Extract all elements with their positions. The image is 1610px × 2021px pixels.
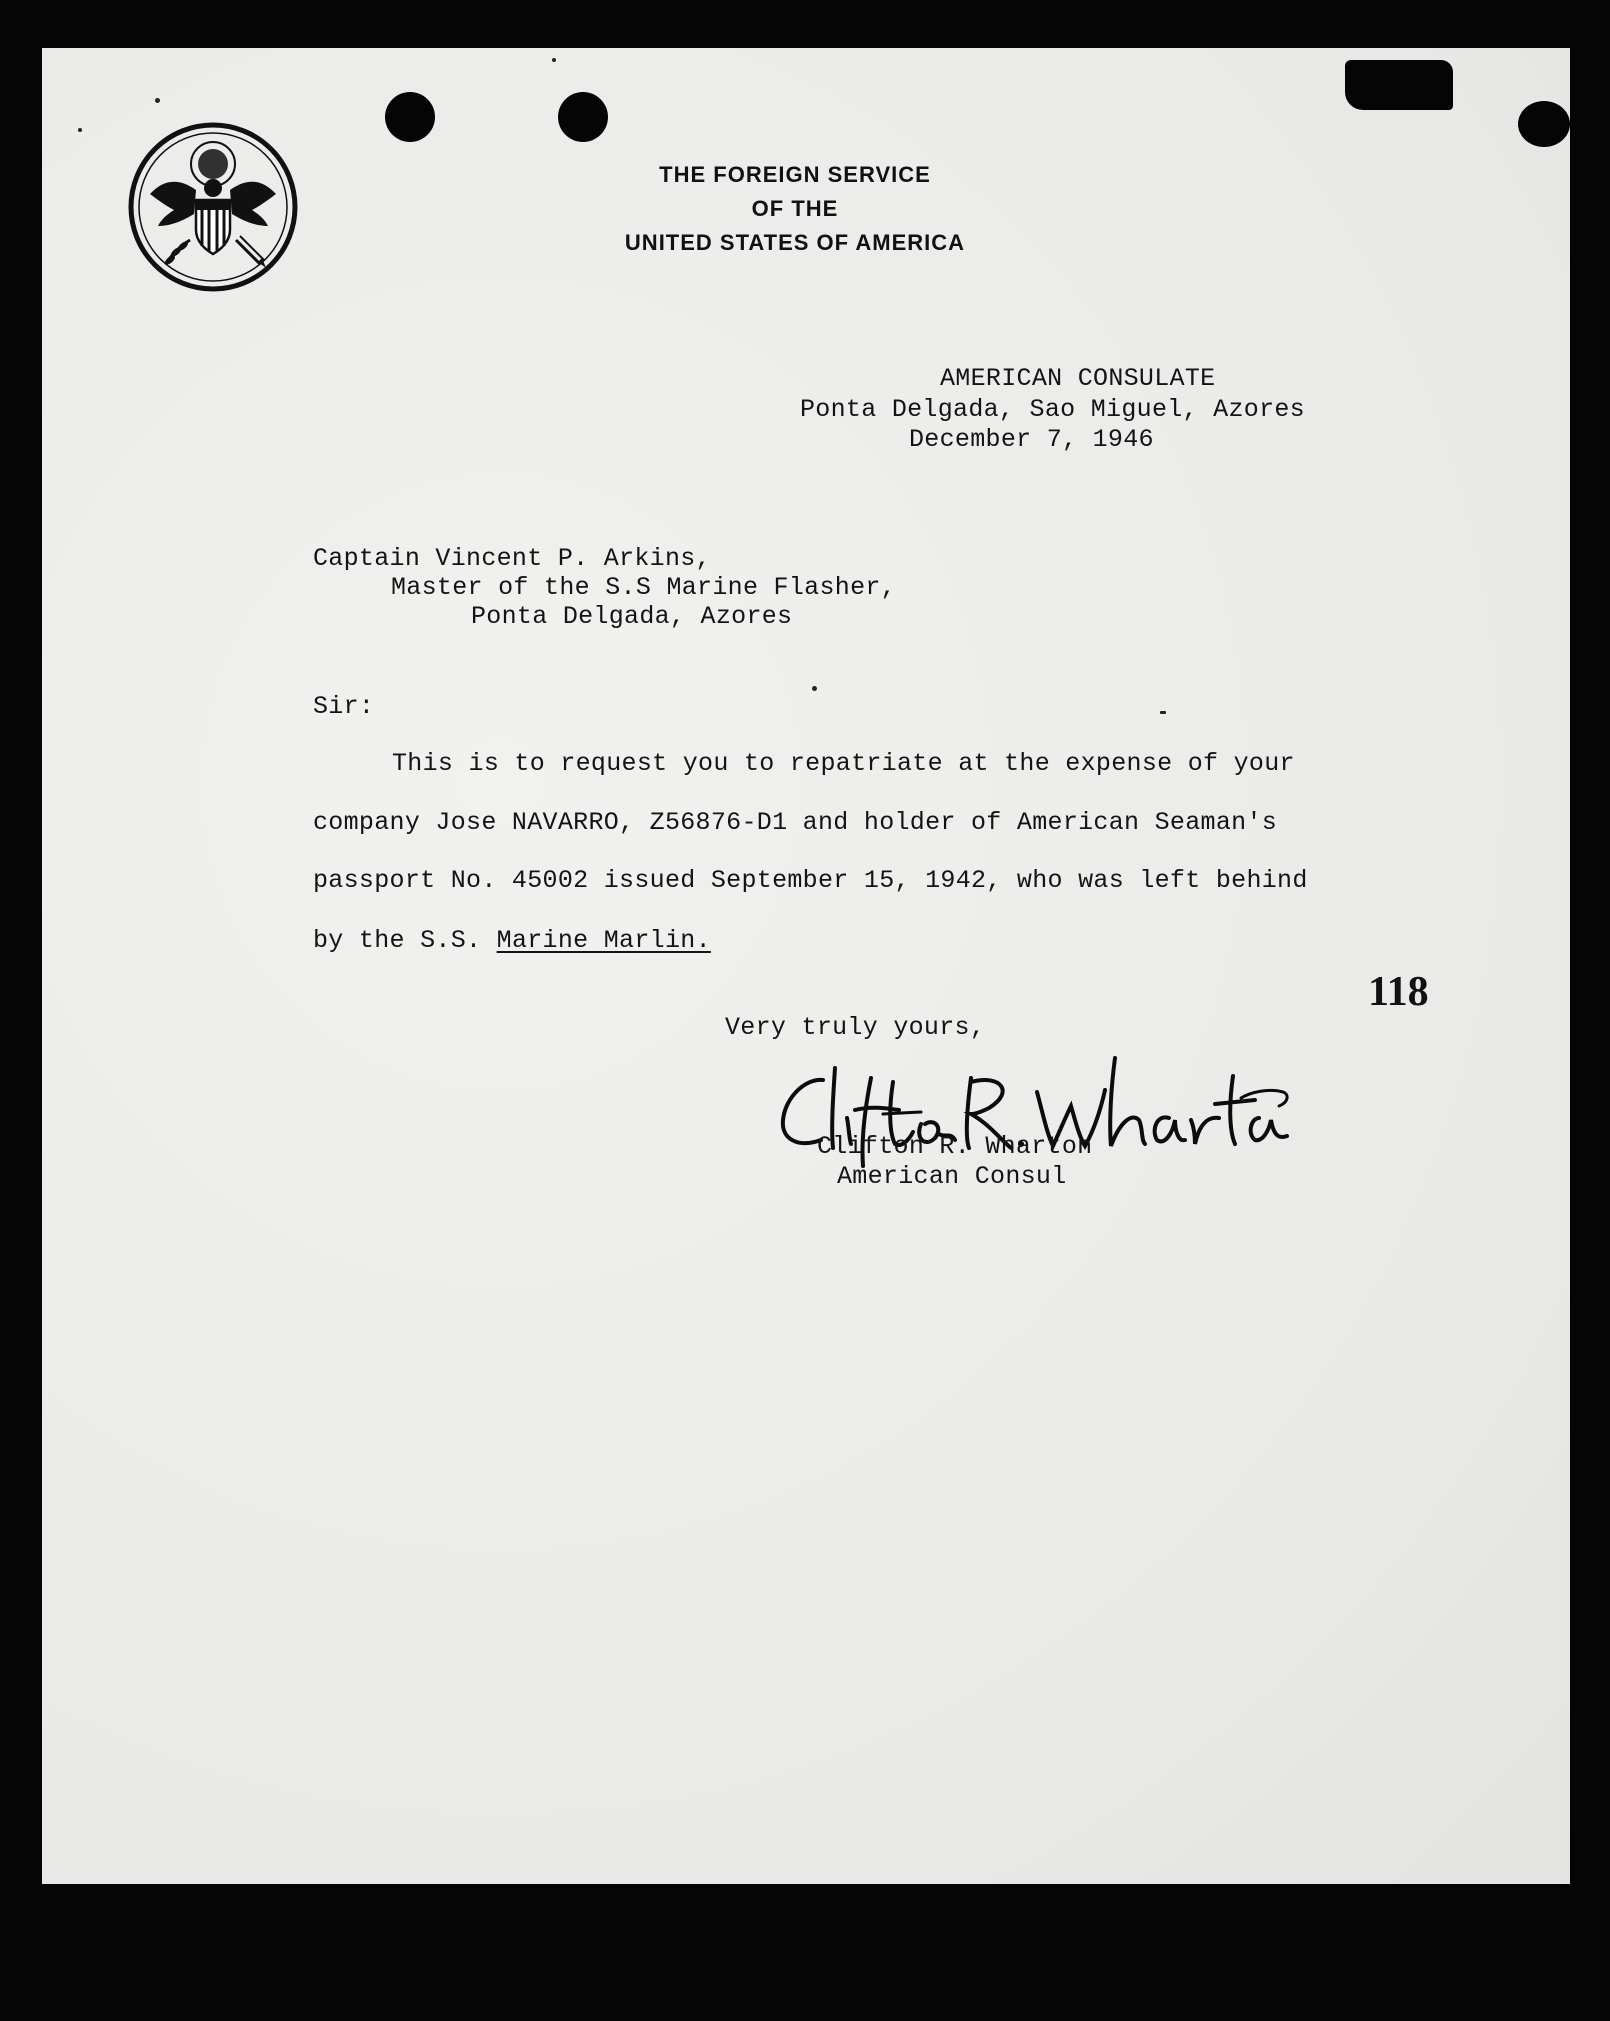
closing: Very truly yours,: [725, 1013, 986, 1042]
letter-date: December 7, 1946: [909, 425, 1154, 454]
dust-speck: [1160, 711, 1166, 714]
letterhead-line-2: OF THE: [751, 196, 839, 221]
body-line-4: [313, 926, 711, 955]
punch-hole-right: [1518, 101, 1570, 147]
signatory-title: American Consul: [837, 1162, 1067, 1191]
dust-speck: [155, 98, 160, 103]
recipient-place: Ponta Delgada, Azores: [471, 602, 793, 631]
letterhead: [540, 158, 1050, 260]
body-line-3: passport No. 45002 issued September 15, 1942, who was left behind: [313, 866, 1308, 895]
recipient-name: Captain Vincent P. Arkins,: [313, 544, 711, 573]
document-number: 118: [1368, 969, 1429, 1015]
punch-hole-center: [558, 92, 608, 142]
dust-speck: [78, 128, 82, 132]
body-line-2: company Jose NAVARRO, Z56876-D1 and holder of American Seaman's: [313, 808, 1278, 837]
recipient-title: Master of the S.S Marine Flasher,: [391, 573, 896, 602]
letterhead-line-3: UNITED STATES OF AMERICA: [624, 230, 966, 255]
punch-hole-left: [385, 92, 435, 142]
sender-office: AMERICAN CONSULATE: [940, 364, 1216, 393]
ship-name: Marine Marlin.: [496, 926, 711, 955]
dust-speck: [812, 686, 817, 691]
signatory-name: Clifton R. Wharton: [817, 1132, 1093, 1161]
body-line-4-prefix: by the S.S.: [313, 926, 482, 955]
great-seal-icon: [128, 122, 298, 292]
letterhead-line-1: THE FOREIGN SERVICE: [659, 162, 931, 187]
body-line-1: This is to request you to repatriate at the expense of your: [392, 749, 1295, 778]
letter-page: [42, 48, 1570, 1884]
torn-corner: [1345, 60, 1453, 110]
sender-location: Ponta Delgada, Sao Miguel, Azores: [800, 395, 1305, 424]
salutation: Sir:: [313, 692, 375, 721]
dust-speck: [552, 58, 556, 62]
